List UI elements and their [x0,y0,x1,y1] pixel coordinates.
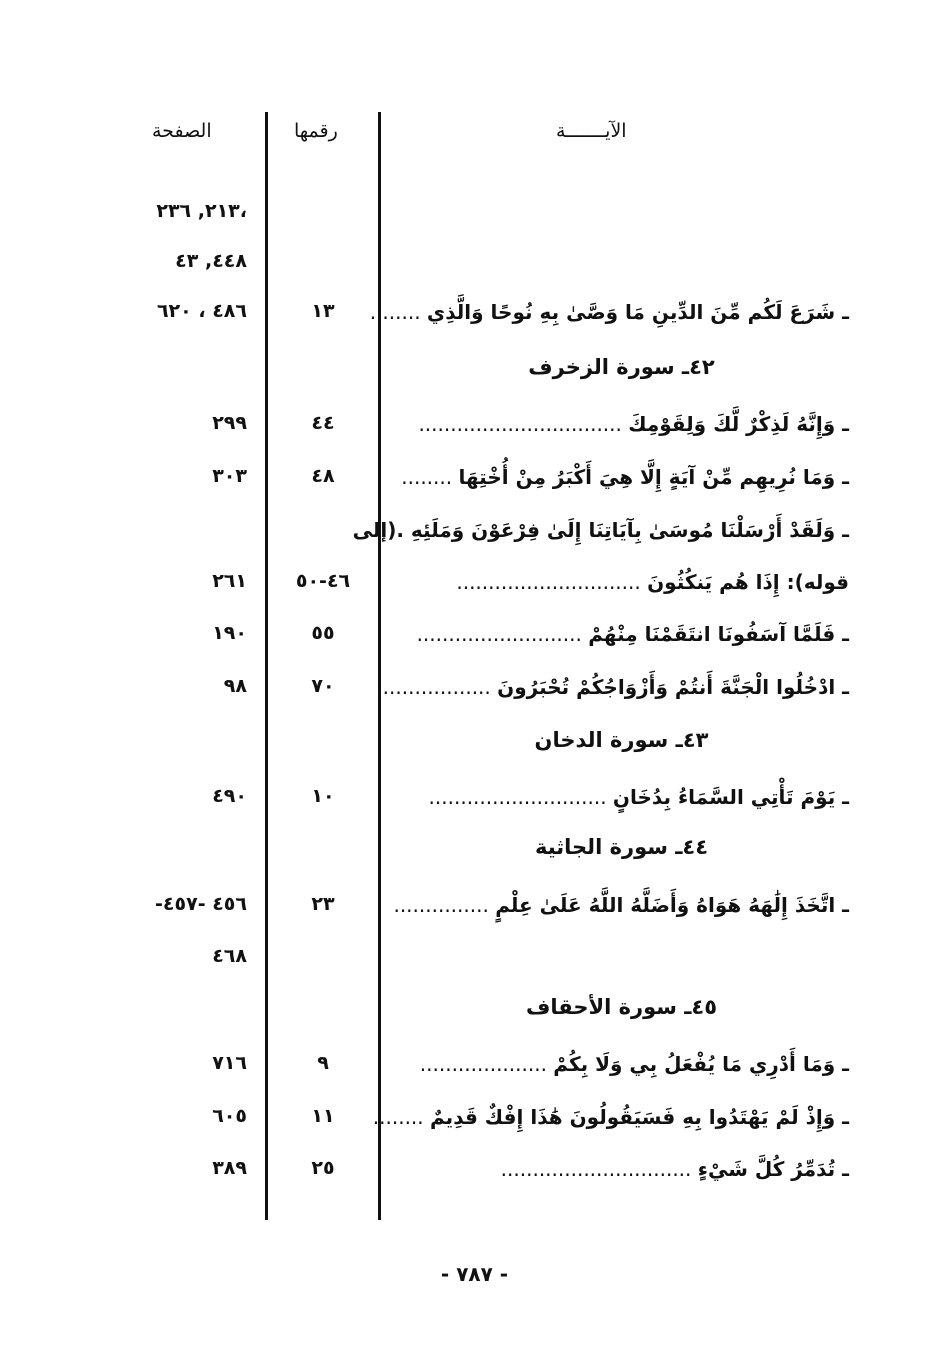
verse-text: ـ وَمَا أَدْرِي مَا يُفْعَلُ بِي وَلَا بِكُمْ [553,1052,849,1076]
header-number: رقمها [294,120,338,142]
verse-number: ٤٤ [311,412,335,434]
page-ref: ٩٨ [223,675,247,697]
verse-entry [376,675,849,699]
verse-number: ٤٦-٥٠ [295,570,351,592]
leader-dots: ........ [369,300,427,324]
verse-text: ـ وَإِنَّهُ لَذِكْرٌ لَّكَ وَلِقَوْمِكَ [628,412,849,436]
page-number: - ٧٨٧ - [440,1262,509,1286]
leader-dots: ............................ [428,785,613,809]
verse-entry [389,622,849,646]
surah-title: ٤٢ـ سورة الزخرف [528,355,715,379]
header-verse: الآيـــــــة [556,120,627,142]
verse-text: قوله): إِذَا هُم يَنكُثُونَ [647,570,849,594]
page-ref: ٣٨٩ [212,1157,247,1179]
verse-text: ـ اتَّخَذَ إِلَٰهَهُ هَوَاهُ وَأَضَلَّهُ اللَّهُ عَلَىٰ عِلْمٍ [495,893,849,917]
verse-text: ـ تُدَمِّرُ كُلَّ شَيْءٍ [697,1157,849,1181]
leader-dots: ........ [401,465,459,489]
leader-dots: .............................. [500,1157,698,1181]
leader-dots: ................................ [418,412,629,436]
verse-entry [369,300,849,324]
verse-entry [372,1105,849,1129]
verse-entry [389,570,849,594]
page-ref: ٤٩٠ [212,785,247,807]
verse-number: ٧٠ [311,675,335,697]
verse-number: ١٠ [311,785,335,807]
leader-dots: ............................. [456,570,648,594]
verse-text: ـ فَلَمَّا آسَفُونَا انتَقَمْنَا مِنْهُمْ [588,622,849,646]
header-page: الصفحة [152,120,212,142]
page-ref: ،٢١٣, ٢٣٦ [156,200,247,222]
verse-text: ـ وَإِذْ لَمْ يَهْتَدُوا بِهِ فَسَيَقُولُونَ هَٰذَا إِفْكٌ قَدِيمٌ [430,1105,849,1129]
page-ref: ٤٤٨, ٤٣ [175,250,247,272]
verse-number: ٢٣ [311,893,335,915]
verse-text: ـ وَمَا نُرِيهِم مِّنْ آيَةٍ إِلَّا هِيَ أَكْبَرُ مِنْ أُخْتِهَا [458,465,849,489]
verse-entry [389,785,849,809]
page-ref: ٢٩٩ [212,412,247,434]
leader-dots: ........ [372,1105,430,1129]
leader-dots: .................. [376,675,498,699]
verse-text: ـ يَوْمَ تَأْتِي السَّمَاءُ بِدُخَانٍ [612,785,849,809]
verse-number: ٤٨ [311,465,335,487]
verse-entry [352,518,849,542]
verse-number: ١٣ [311,300,335,322]
page-ref: ٤٦٨ [212,945,247,967]
surah-title: ٤٥ـ سورة الأحقاف [525,995,718,1019]
verse-entry [389,893,849,917]
verse-number: ٥٥ [311,622,335,644]
verse-text: ـ ادْخُلُوا الْجَنَّةَ أَنتُمْ وَأَزْوَاجُكُمْ تُحْبَرُونَ [497,675,849,699]
verse-entry [389,1052,849,1076]
column-divider-right [378,112,381,1220]
leader-dots: .......................... [416,622,589,646]
verse-entry [389,465,849,489]
verse-text: ـ وَلَقَدْ أَرْسَلْنَا مُوسَىٰ بِآيَاتِنَا إِلَىٰ فِرْعَوْنَ وَمَلَئِهِ .(إلى [352,518,849,542]
leader-dots: .................... [419,1052,554,1076]
verse-text: ـ شَرَعَ لَكُم مِّنَ الدِّينِ مَا وَصَّىٰ بِهِ نُوحًا وَالَّذِي [426,300,849,324]
page-ref: ١٩٠ [212,622,247,644]
verse-entry [389,1157,849,1181]
leader-dots: ............... [393,893,496,917]
page-ref: ٣٠٣ [212,465,247,487]
page-ref: ٦٠٥ [212,1105,247,1127]
column-divider-left [265,112,268,1220]
verse-number: ٩ [317,1052,329,1074]
verse-number: ١١ [311,1105,335,1127]
verse-number: ٢٥ [311,1157,335,1179]
surah-title: ٤٤ـ سورة الجاثية [534,835,709,859]
page-ref: ٤٨٦ ، ٦٢٠ [156,300,247,322]
verse-entry [389,412,849,436]
surah-title: ٤٣ـ سورة الدخان [534,728,709,752]
page-ref: ٤٥٦ -٤٥٧- [155,893,247,915]
page-ref: ٢٦١ [212,570,247,592]
page-ref: ٧١٦ [212,1052,247,1074]
